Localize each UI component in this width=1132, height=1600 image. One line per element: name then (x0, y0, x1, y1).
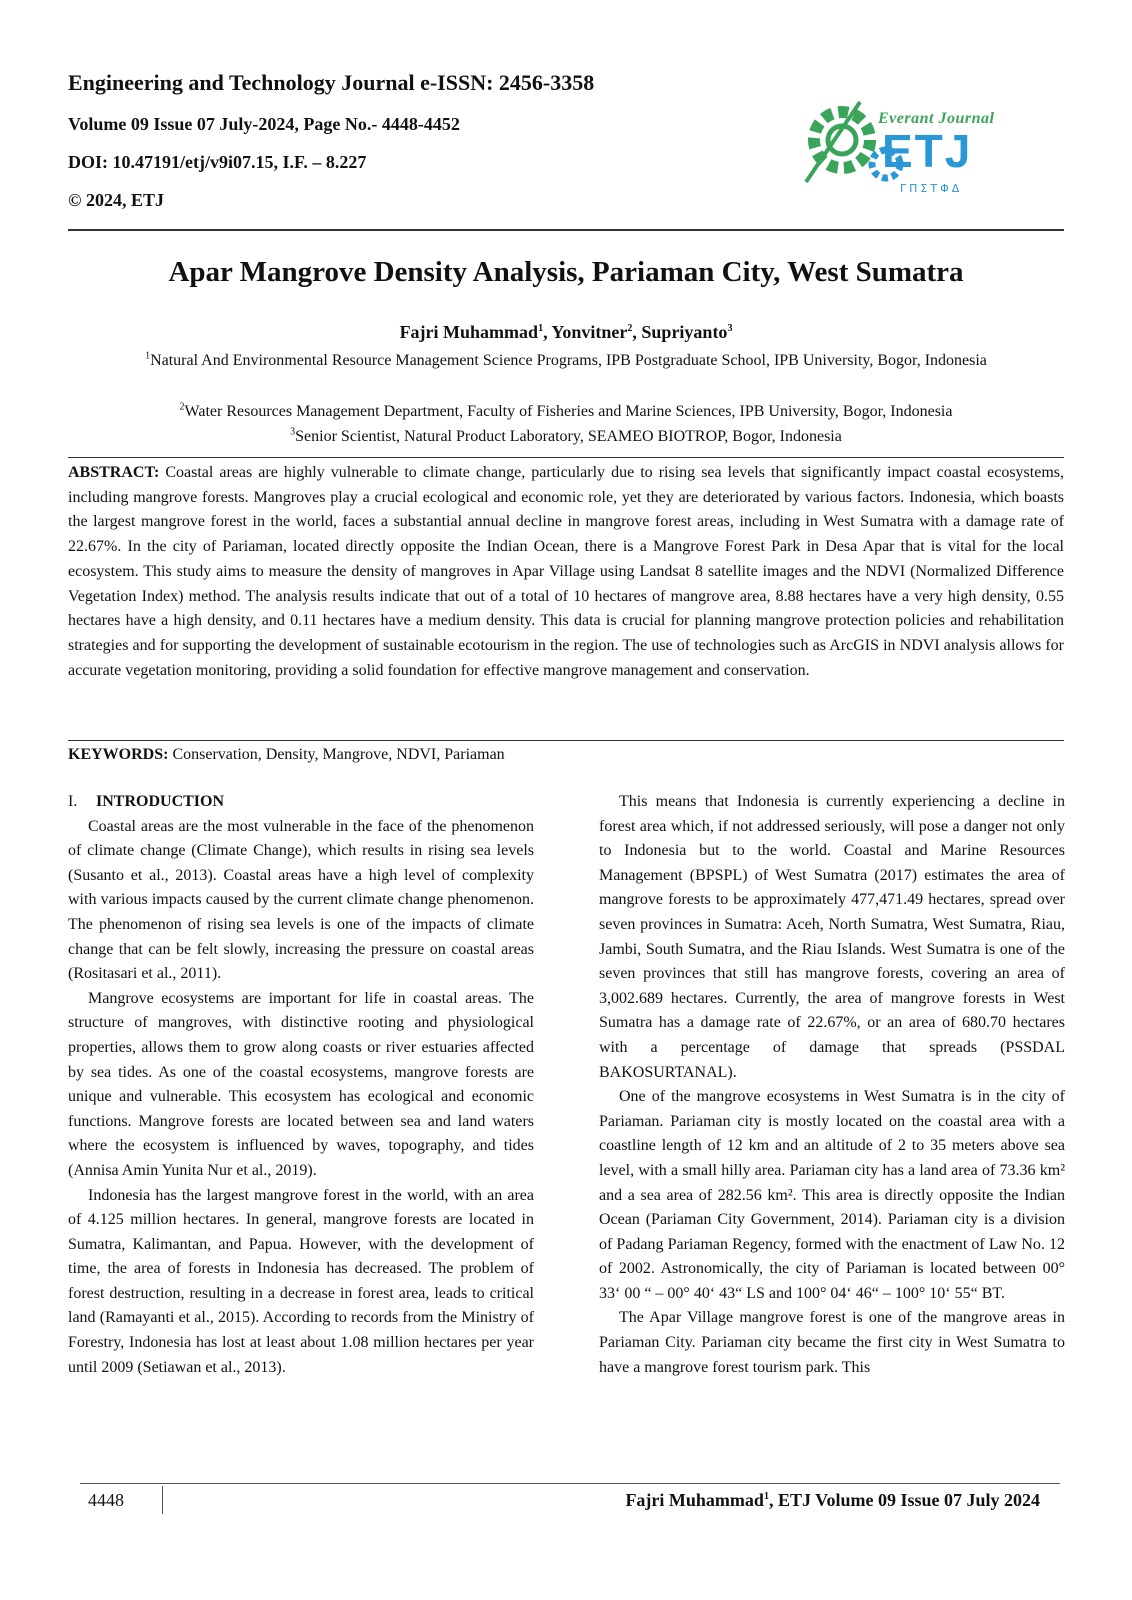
affiliation-sup: 2 (179, 401, 185, 413)
copyright: © 2024, ETJ (68, 190, 164, 210)
keywords-label: KEYWORDS: (68, 746, 169, 763)
paragraph: Mangrove ecosystems are important for life in coastal areas. The structure of mangroves, with distinctive rooting and physiological properties, allows them to grow along coasts or river estuaries affected by sea tides. As one of the coastal ecosystems, mangrove forests are unique and vulnerable. This ecosystem has ecological and economic functions. Mangrove forests are located between sea and land waters where the ecosystem is influenced by waves, topography, and tides (Annisa Amin Yunita Nur et al., 2019). (68, 989, 534, 1179)
author-name: Yonvitner (551, 322, 628, 342)
abstract-label: ABSTRACT: (68, 464, 160, 481)
author-name: Fajri Muhammad (399, 322, 539, 342)
page-number: 4448 (88, 1490, 124, 1510)
footer-author-sup: 1 (763, 1491, 769, 1502)
footer-vertical-divider (162, 1486, 163, 1514)
abstract (68, 461, 1064, 683)
author-sup: 3 (727, 323, 733, 334)
left-column (68, 790, 534, 1380)
section-heading (68, 790, 534, 815)
section-number: I. (68, 793, 78, 810)
footer-issue: , ETJ Volume 09 Issue 07 July 2024 (768, 1490, 1040, 1510)
logo-name: ETJ (882, 125, 973, 177)
affiliation-2 (90, 400, 1042, 424)
affiliation-text: Water Resources Management Department, Faculty of Fisheries and Marine Sciences, IPB University, Bogor, Indonesia (184, 403, 953, 420)
keywords (68, 746, 1064, 764)
affiliation-text: Natural And Environmental Resource Management Science Programs, IPB Postgraduate School, IPB University, Bogor, Indonesia (150, 352, 987, 369)
journal-header: Engineering and Technology Journal e-ISSN: 2456-3358 (68, 70, 595, 95)
section-title: INTRODUCTION (96, 793, 225, 810)
footer-author: Fajri Muhammad (625, 1490, 764, 1510)
affiliation-text: Senior Scientist, Natural Product Laboratory, SEAMEO BIOTROP, Bogor, Indonesia (295, 428, 842, 445)
paragraph: One of the mangrove ecosystems in West Sumatra is in the city of Pariaman. Pariaman city is mostly located on the coastal area with a coastline length of 12 km and an altitude of 2 to 35 meters above sea level, with a small hilly area. Pariaman city has a land area of 73.36 km² and a sea area of 282.56 km². This area is directly opposite the Indian Ocean (Pariaman City Government, 2014). Pariaman city is a division of Padang Pariaman Regency, formed with the enactment of Law No. 12 of 2002. Astronomically, the city of Pariaman is located between 00° 33‘ 00 “ – 00° 40‘ 43“ LS and 100° 04‘ 46“ – 100° 10‘ 55“ BT. (599, 1088, 1065, 1302)
header-divider (68, 229, 1064, 231)
footer-info (625, 1490, 1040, 1511)
author-separator: , (632, 322, 642, 342)
affiliation-sup: 1 (145, 350, 151, 362)
affiliation-3 (90, 425, 1042, 449)
doi-info: DOI: 10.47191/etj/v9i07.15, I.F. – 8.227 (68, 152, 367, 172)
affiliation-sup: 3 (290, 426, 296, 438)
paragraph: The Apar Village mangrove forest is one of the mangrove areas in Pariaman City. Pariaman city became the first city in West Sumatra to have a mangrove forest tourism park. This (599, 1309, 1065, 1376)
paragraph: Indonesia has the largest mangrove forest in the world, with an area of 4.125 million hectares. In general, mangrove forests are located in Sumatra, Kalimantan, and Papua. However, with the development of time, the area of forests in Indonesia has decreased. The problem of forest destruction, resulting in a decrease in forest area, leads to critical land (Ramayanti et al., 2015). According to records from the Ministry of Forestry, Indonesia has lost at least about 1.08 million hectares per year until 2009 (Setiawan et al., 2013). (68, 1186, 534, 1376)
keywords-text: Conservation, Density, Mangrove, NDVI, Pariaman (172, 746, 505, 763)
author-list (68, 322, 1064, 343)
author-separator: , (543, 322, 552, 342)
abstract-bottom-divider (68, 740, 1064, 741)
paragraph: This means that Indonesia is currently experiencing a decline in forest area which, if not addressed seriously, will pose a danger not only to Indonesia but to the world. Coastal and Marine Resources Management (BPSPL) of West Sumatra (2017) estimates the area of mangrove forests to be approximately 477,471.49 hectares, spread over seven provinces in Sumatra: Aceh, North Sumatra, West Sumatra, Riau, Jambi, South Sumatra, and the Riau Islands. West Sumatra is one of the seven provinces that still has mangrove forests, covering an area of 3,002.689 hectares. Currently, the area of mangrove forests in West Sumatra has a damage rate of 22.67%, or an area of 680.70 hectares with a percentage of damage that spreads (PSSDAL BAKOSURTANAL). (599, 793, 1065, 1081)
right-column (599, 790, 1065, 1380)
affiliation-1 (90, 349, 1042, 373)
abstract-top-divider (68, 457, 1064, 458)
logo-tagline: ΓΠΣΤΦΔ (900, 182, 963, 195)
etj-logo (800, 94, 1020, 202)
author-sup: 2 (627, 323, 633, 334)
author-name: Supriyanto (641, 322, 728, 342)
footer-divider (80, 1483, 1060, 1484)
paper-title: Apar Mangrove Density Analysis, Pariaman City, West Sumatra (168, 256, 964, 288)
logo-subtitle: Everant Journal (878, 110, 995, 127)
volume-info: Volume 09 Issue 07 July-2024, Page No.- 4448-4452 (68, 114, 460, 134)
abstract-text: Coastal areas are highly vulnerable to climate change, particularly due to rising sea levels that significantly impact coastal ecosystems, including mangrove forests. Mangroves play a crucial ecological and economic role, yet they are deteriorated by various factors. Indonesia, which boasts the largest mangrove forest in the world, faces a substantial annual decline in mangrove forest areas, including in West Sumatra with a damage rate of 22.67%. In the city of Pariaman, located directly opposite the Indian Ocean, there is a Mangrove Forest Park in Desa Apar that is vital for the local ecosystem. This study aims to measure the density of mangroves in Apar Village using Landsat 8 satellite images and the NDVI (Normalized Difference Vegetation Index) method. The analysis results indicate that out of a total of 10 hectares of mangrove area, 8.88 hectares have a very high density, 0.55 hectares have a high density, and 0.11 hectares have a medium density. This data is crucial for planning mangrove protection policies and rehabilitation strategies and for supporting the development of sustainable ecotourism in the region. The use of technologies such as ArcGIS in NDVI analysis allows for accurate vegetation monitoring, providing a solid foundation for effective mangrove management and conservation. (68, 464, 1064, 679)
paragraph: Coastal areas are the most vulnerable in the face of the phenomenon of climate change (Climate Change), which results in rising sea levels (Susanto et al., 2013). Coastal areas have a high level of complexity with various impacts caused by the current climate change phenomenon. The phenomenon of rising sea levels is one of the impacts of climate change that can be felt slowly, increasing the pressure on coastal areas (Rositasari et al., 2011). (68, 817, 534, 983)
author-sup: 1 (538, 323, 544, 334)
